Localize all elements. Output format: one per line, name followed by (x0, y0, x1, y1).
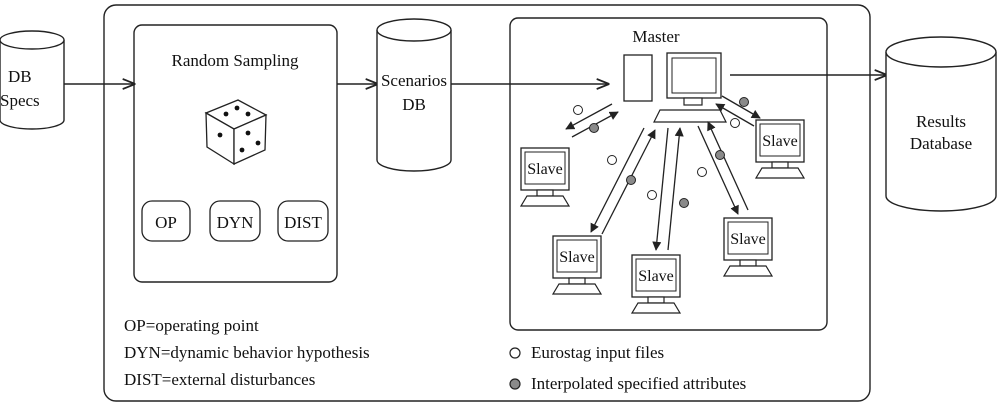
dist-label: DIST (284, 213, 322, 232)
master-label: Master (632, 27, 680, 46)
slave-label: Slave (559, 249, 595, 266)
results-db-label-line2: Database (909, 134, 973, 153)
slave-computer-bottom-right (724, 218, 772, 276)
slave-computer-right (756, 120, 804, 178)
random-sampling-title: Random Sampling (171, 51, 299, 70)
op-label: OP (155, 213, 177, 232)
slave-computer-bottom-left (553, 236, 601, 294)
results-db-label-line1: Results (915, 112, 967, 131)
db-specs-label-line1: DB (8, 67, 32, 86)
definition-dyn: DYN=dynamic behavior hypothesis (124, 343, 370, 362)
slave-computer-bottom-center (632, 255, 680, 313)
scenarios-db-label-line1: Scenarios (380, 71, 448, 90)
legend-open-dot-label: Eurostag input files (531, 343, 665, 362)
results-db-cylinder (886, 37, 996, 211)
definitions-list (124, 316, 370, 389)
random-sampling-box (134, 25, 337, 282)
db-specs-label-line2: Specs (0, 91, 40, 110)
master-computer (624, 53, 726, 122)
dyn-label: DYN (216, 213, 254, 232)
slave-computer-left (521, 148, 569, 206)
scenarios-db-label-line2: DB (402, 95, 426, 114)
filled-dot-icon (510, 379, 520, 389)
db-specs-cylinder (0, 31, 64, 129)
definition-op: OP=operating point (124, 316, 259, 335)
cluster-box (510, 18, 827, 330)
slave-label: Slave (762, 133, 798, 150)
slave-label: Slave (638, 268, 674, 285)
open-dot-icon (510, 348, 520, 358)
legend-filled-dot-label: Interpolated specified attributes (531, 374, 747, 393)
legend (510, 343, 746, 393)
scenarios-db-cylinder (377, 19, 451, 171)
definition-dist: DIST=external disturbances (124, 370, 316, 389)
dice-icon (206, 100, 266, 164)
slave-label: Slave (730, 231, 766, 248)
slave-label: Slave (527, 161, 563, 178)
